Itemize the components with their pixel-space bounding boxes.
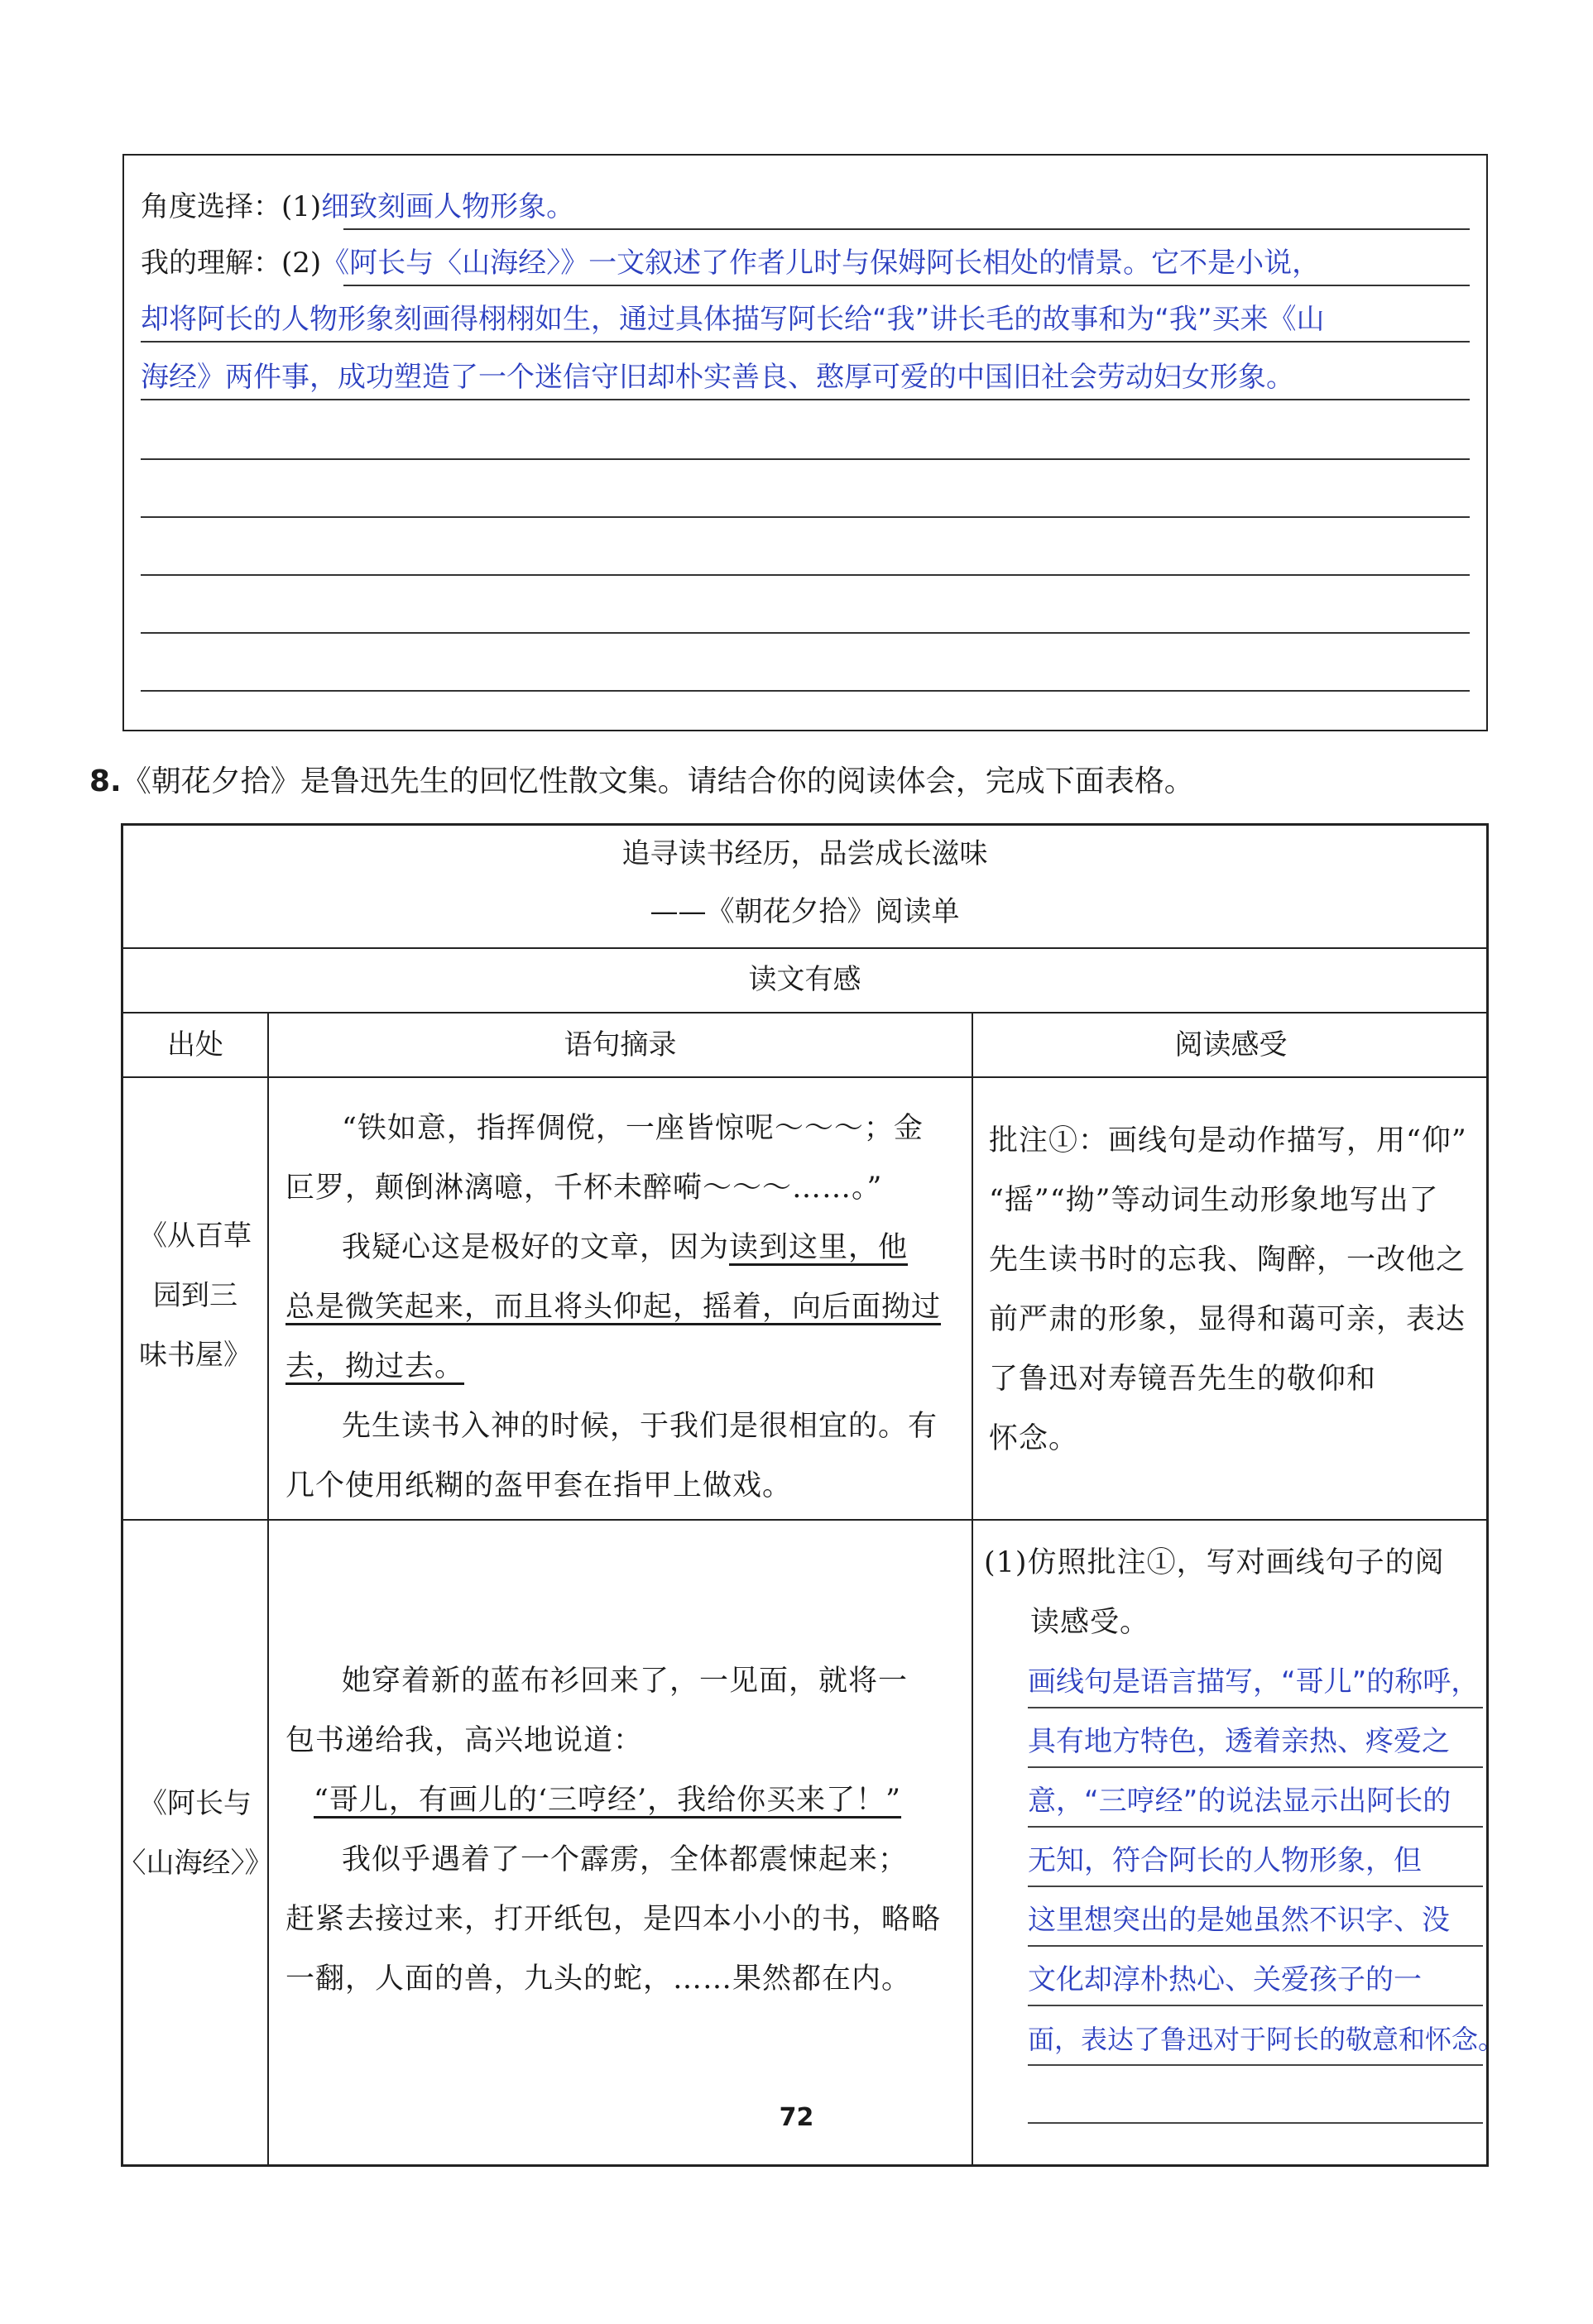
- answer-rule: [1028, 1766, 1483, 1768]
- excerpt-line: [285, 1771, 960, 1830]
- feeling-line: “摇”“拗”等动词生动形象地写出了: [989, 1184, 1439, 1217]
- excerpt-line: 包书递给我，高兴地说道：: [285, 1724, 644, 1757]
- row1-excerpt: [285, 1099, 960, 1516]
- question-text: 《朝花夕拾》是鲁迅先生的回忆性散文集。请结合你的阅读体会，完成下面表格。: [121, 764, 1194, 798]
- understanding-row: [141, 245, 1470, 281]
- answer-rule: [1028, 2064, 1483, 2066]
- excerpt-line: [285, 1337, 960, 1397]
- answer-line: 面，表达了鲁迅对于阿长的敬意和怀念。: [1028, 2024, 1505, 2055]
- angle-answer: 细致刻画人物形象。: [321, 190, 575, 223]
- feeling-line: 前严肃的形象，显得和蔼可亲，表达: [989, 1303, 1466, 1336]
- answer-rule: [1028, 1945, 1483, 1947]
- answer-line: 画线句是语言描写，“哥儿”的称呼，: [1028, 1665, 1480, 1699]
- row1-source-line: 味书屋》: [139, 1339, 252, 1372]
- table-rule: [123, 947, 1486, 949]
- excerpt-line: [285, 1218, 960, 1277]
- answer-line: 文化却淳朴热心、关爱孩子的一: [1028, 1963, 1422, 1996]
- ruled-line: [141, 516, 1470, 518]
- underlined-text: 总是微笑起来，而且将头仰起，摇着，向后面拗过: [285, 1291, 942, 1324]
- table-title: 追寻读书经历，品尝成长滋味: [621, 837, 988, 870]
- table-rule: [123, 1519, 1486, 1521]
- answer-line: 具有地方特色，透着亲热、疼爱之: [1028, 1725, 1450, 1758]
- header-source: 出处: [167, 1028, 223, 1061]
- row1-source-line: 《从百草: [139, 1220, 252, 1253]
- understanding-line-2: 却将阿长的人物形象刻画得栩栩如生，通过具体描写阿长给“我”讲长毛的故事和为“我”买来《山: [141, 303, 1325, 336]
- feeling-line: 了鲁迅对寿镜吾先生的敬仰和: [989, 1363, 1377, 1396]
- angle-label: 角度选择：(1): [141, 190, 322, 223]
- angle-underline: [343, 228, 1470, 230]
- excerpt-line: 她穿着新的蓝布衫回来了，一见面，就将一: [342, 1665, 909, 1698]
- table-rule: [267, 1012, 269, 2167]
- answer-rule: [1028, 1886, 1483, 1887]
- excerpt-text: 我疑心这是极好的文章，因为: [342, 1231, 730, 1264]
- answer-rule: [1028, 1707, 1483, 1708]
- answer-rule: [1028, 1826, 1483, 1828]
- row2-prompt: [984, 1533, 1480, 1652]
- prompt-line: 读感受。: [1030, 1606, 1150, 1639]
- feeling-line: 先生读书时的忘我、陶醉，一改他之: [989, 1243, 1466, 1277]
- understanding-underline-1: [343, 285, 1470, 286]
- feeling-line: 怀念。: [989, 1422, 1079, 1455]
- ruled-line: [141, 574, 1470, 576]
- row1-source: [123, 1206, 267, 1385]
- answer-line: 无知，符合阿长的人物形象，但: [1028, 1844, 1422, 1877]
- understanding-label: 我的理解：(2): [141, 247, 322, 280]
- excerpt-line: 赶紧去接过来，打开纸包，是四本小小的书，略略: [285, 1903, 942, 1936]
- prompt-line: (1)仿照批注①，写对画线句子的阅: [984, 1546, 1445, 1579]
- row2-source-line: 〈山海经〉》: [118, 1847, 273, 1880]
- reading-table: [118, 823, 1505, 2167]
- underlined-text: “哥儿，有画儿的‘三哼经’，我给你买来了！”: [314, 1784, 902, 1817]
- table-rule: [123, 1012, 1486, 1013]
- underlined-text: 去，拗过去。: [285, 1350, 465, 1383]
- ruled-line: [141, 632, 1470, 634]
- answer-box: [122, 154, 1488, 731]
- ruled-line: [141, 341, 1470, 343]
- ruled-line: [141, 690, 1470, 692]
- question-number: 8.: [89, 764, 122, 798]
- table-rule: [972, 1012, 973, 2167]
- understanding-line-3: 海经》两件事，成功塑造了一个迷信守旧却朴实善良、憨厚可爱的中国旧社会劳动妇女形象。: [141, 361, 1294, 394]
- excerpt-line: “铁如意，指挥倜傥，一座皆惊呢～～～；金: [342, 1112, 924, 1145]
- excerpt-line: 一翻，人面的兽，九头的蛇，……果然都在内。: [285, 1962, 912, 1996]
- excerpt-line: 我似乎遇着了一个霹雳，全体都震悚起来；: [342, 1843, 909, 1876]
- row1-source-line: 园到三: [153, 1279, 238, 1312]
- ruled-line: [141, 458, 1470, 460]
- row2-source-line: 《阿长与: [139, 1787, 252, 1820]
- excerpt-line: 先生读书入神的时候，于我们是很相宜的。有: [342, 1410, 938, 1443]
- table-subtitle: ——《朝花夕拾》阅读单: [650, 895, 960, 928]
- question-8: [89, 761, 1194, 803]
- feeling-line: 批注①：画线句是动作描写，用“仰”: [989, 1124, 1467, 1157]
- excerpt-line: 几个使用纸糊的盔甲套在指甲上做戏。: [285, 1469, 793, 1502]
- answer-line: 意，“三哼经”的说法显示出阿长的: [1028, 1785, 1451, 1818]
- ruled-line: [141, 399, 1470, 400]
- page-number: 72: [779, 2103, 814, 2132]
- header-feeling: 阅读感受: [1174, 1028, 1288, 1061]
- table-section-title: 读文有感: [748, 963, 861, 996]
- answer-rule: [1028, 2005, 1483, 2006]
- understanding-line-1: 《阿长与〈山海经〉》一文叙述了作者儿时与保姆阿长相处的情景。它不是小说，: [321, 247, 1321, 280]
- excerpt-line: 叵罗，颠倒淋漓噫，千杯未醉嗬～～～……。”: [285, 1172, 883, 1205]
- angle-row: [141, 189, 1470, 225]
- row1-feeling: [989, 1111, 1481, 1469]
- row2-answer: [1028, 1652, 1505, 2165]
- underlined-text: 读到这里，他: [729, 1231, 909, 1264]
- answer-line: 这里想突出的是她虽然不识字、没: [1028, 1904, 1450, 1937]
- row2-excerpt: [285, 1651, 960, 2009]
- row2-source: [117, 1774, 274, 1893]
- header-excerpt: 语句摘录: [564, 1028, 677, 1061]
- table-rule: [123, 1076, 1486, 1078]
